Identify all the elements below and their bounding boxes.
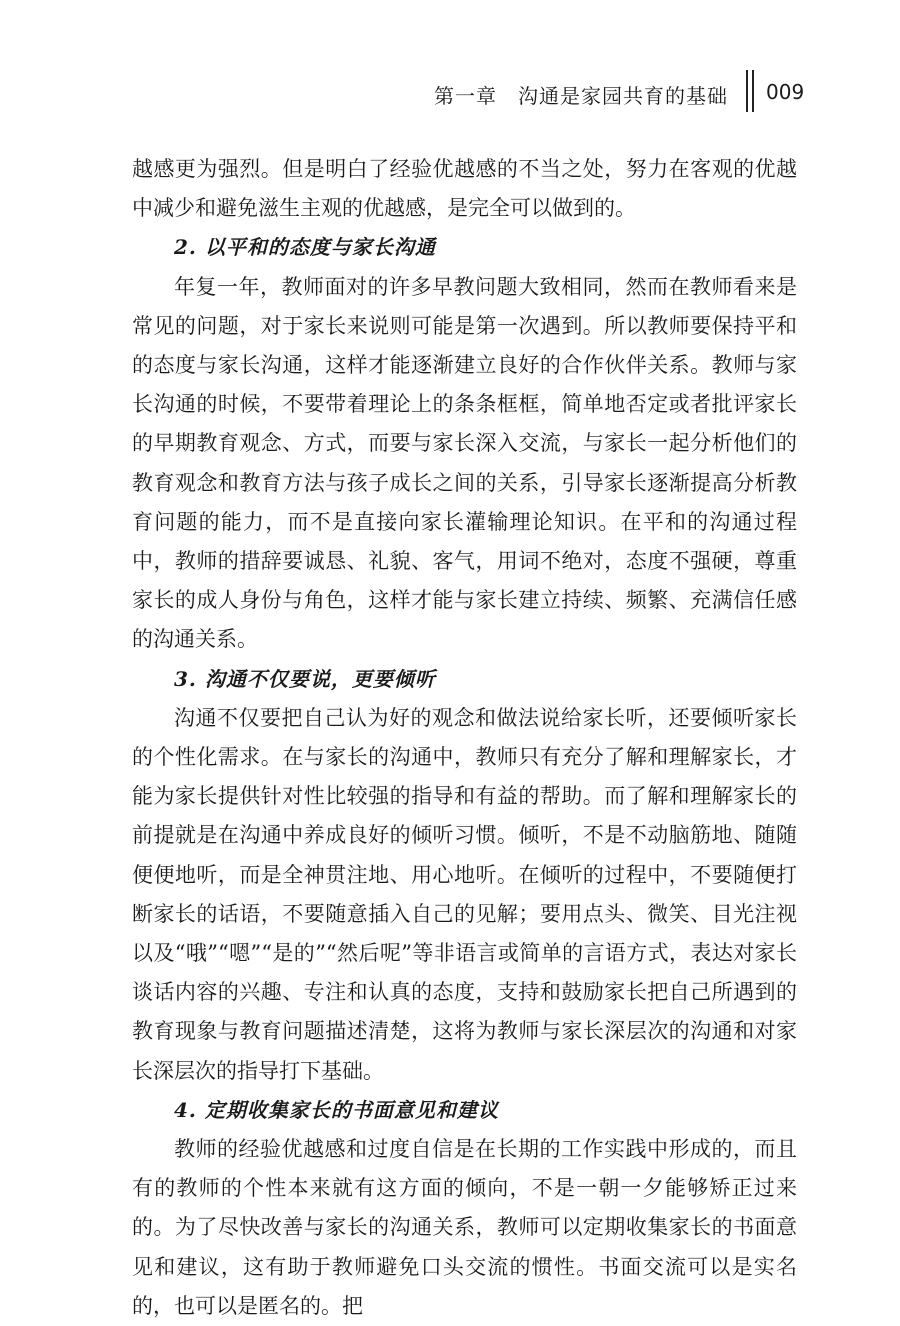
paragraph-continued: 越感更为强烈。但是明白了经验优越感的不当之处，努力在客观的优越中减少和避免滋生主观的优越感，是完全可以做到的。 [132, 157, 797, 221]
section-heading-4: 4. 定期收集家长的书面意见和建议 [174, 1097, 499, 1122]
page-number: 009 [766, 80, 805, 104]
running-header [0, 76, 900, 116]
paragraph-section-4: 教师的经验优越感和过度自信是在长期的工作实践中形成的，而且有的教师的个性本来就有这方面的倾向，不是一朝一夕能够矫正过来的。为了尽快改善与家长的沟通关系，教师可以定期收集家长的书面意见和建议，这有助于教师避免口头交流的惯性。书面交流可以是实名的，也可以是匿名的。把 [132, 1137, 797, 1318]
paragraph-section-3: 沟通不仅要把自己认为好的观念和做法说给家长听，还要倾听家长的个性化需求。在与家长的沟通中，教师只有充分了解和理解家长，才能为家长提供针对性比较强的指导和有益的帮助。而了解和理解家长的前提就是在沟通中养成良好的倾听习惯。倾听，不是不动脑筋地、随随便便地听，而是全神贯注地、用心地听。在倾听的过程中，不要随便打断家长的话语，不要随意插入自己的见解；要用点头、微笑、目光注视以及“哦”“嗯”“是的”“然后呢”等非语言或简单的言语方式，表达对家长谈话内容的兴趣、专注和认真的态度，支持和鼓励家长把自己所遇到的教育现象与教育问题描述清楚，这将为教师与家长深层次的沟通和对家长深层次的指导打下基础。 [132, 705, 797, 1083]
page-body [132, 150, 797, 1326]
section-heading-3: 3. 沟通不仅要说，更要倾听 [174, 666, 436, 691]
chapter-title: 第一章 沟通是家园共育的基础 [434, 84, 728, 108]
header-divider [746, 70, 756, 112]
section-heading-2: 2. 以平和的态度与家长沟通 [174, 235, 436, 260]
paragraph-section-2: 年复一年，教师面对的许多早教问题大致相同，然而在教师看来是常见的问题，对于家长来说则可能是第一次遇到。所以教师要保持平和的态度与家长沟通，这样才能逐渐建立良好的合作伙伴关系。教师与家长沟通的时候，不要带着理论上的条条框框，简单地否定或者批评家长的早期教育观念、方式，而要与家长深入交流，与家长一起分析他们的教育观念和教育方法与孩子成长之间的关系，引导家长逐渐提高分析教育问题的能力，而不是直接向家长灌输理论知识。在平和的沟通过程中，教师的措辞要诚恳、礼貌、客气，用词不绝对，态度不强硬，尊重家长的成人身份与角色，这样才能与家长建立持续、频繁、充满信任感的沟通关系。 [132, 274, 797, 652]
